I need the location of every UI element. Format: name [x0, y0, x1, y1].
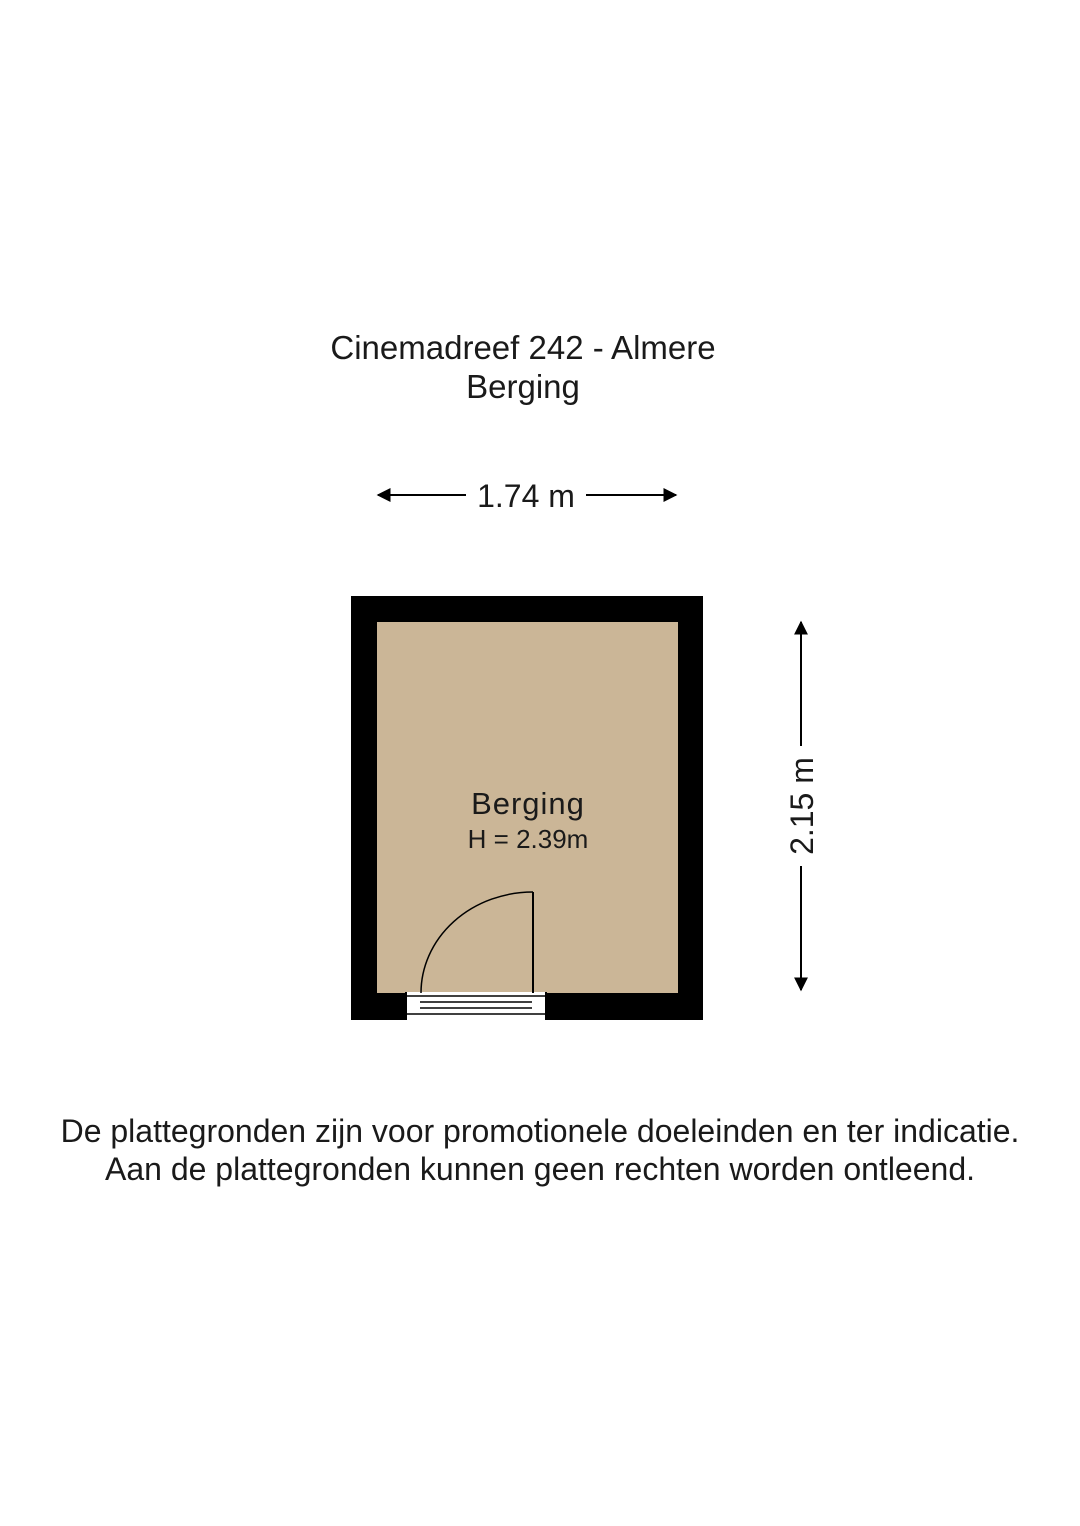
width-dimension-label: 1.74 m	[466, 474, 586, 518]
plan-title	[0, 328, 1046, 406]
address-title: Cinemadreef 242 - Almere	[330, 329, 716, 366]
door-opening	[406, 992, 546, 1020]
height-dimension-label: 2.15 m	[780, 746, 824, 866]
room-label: Berging	[471, 786, 585, 821]
floor-name: Berging	[466, 368, 580, 405]
room-ceiling-height: H = 2.39m	[467, 824, 589, 854]
disclaimer-line-2: Aan de plattegronden kunnen geen rechten worden ontleend.	[104, 1151, 975, 1187]
disclaimer	[0, 1112, 1080, 1188]
disclaimer-line-1: De plattegronden zijn voor promotionele doeleinden en ter indicatie.	[60, 1113, 1020, 1149]
